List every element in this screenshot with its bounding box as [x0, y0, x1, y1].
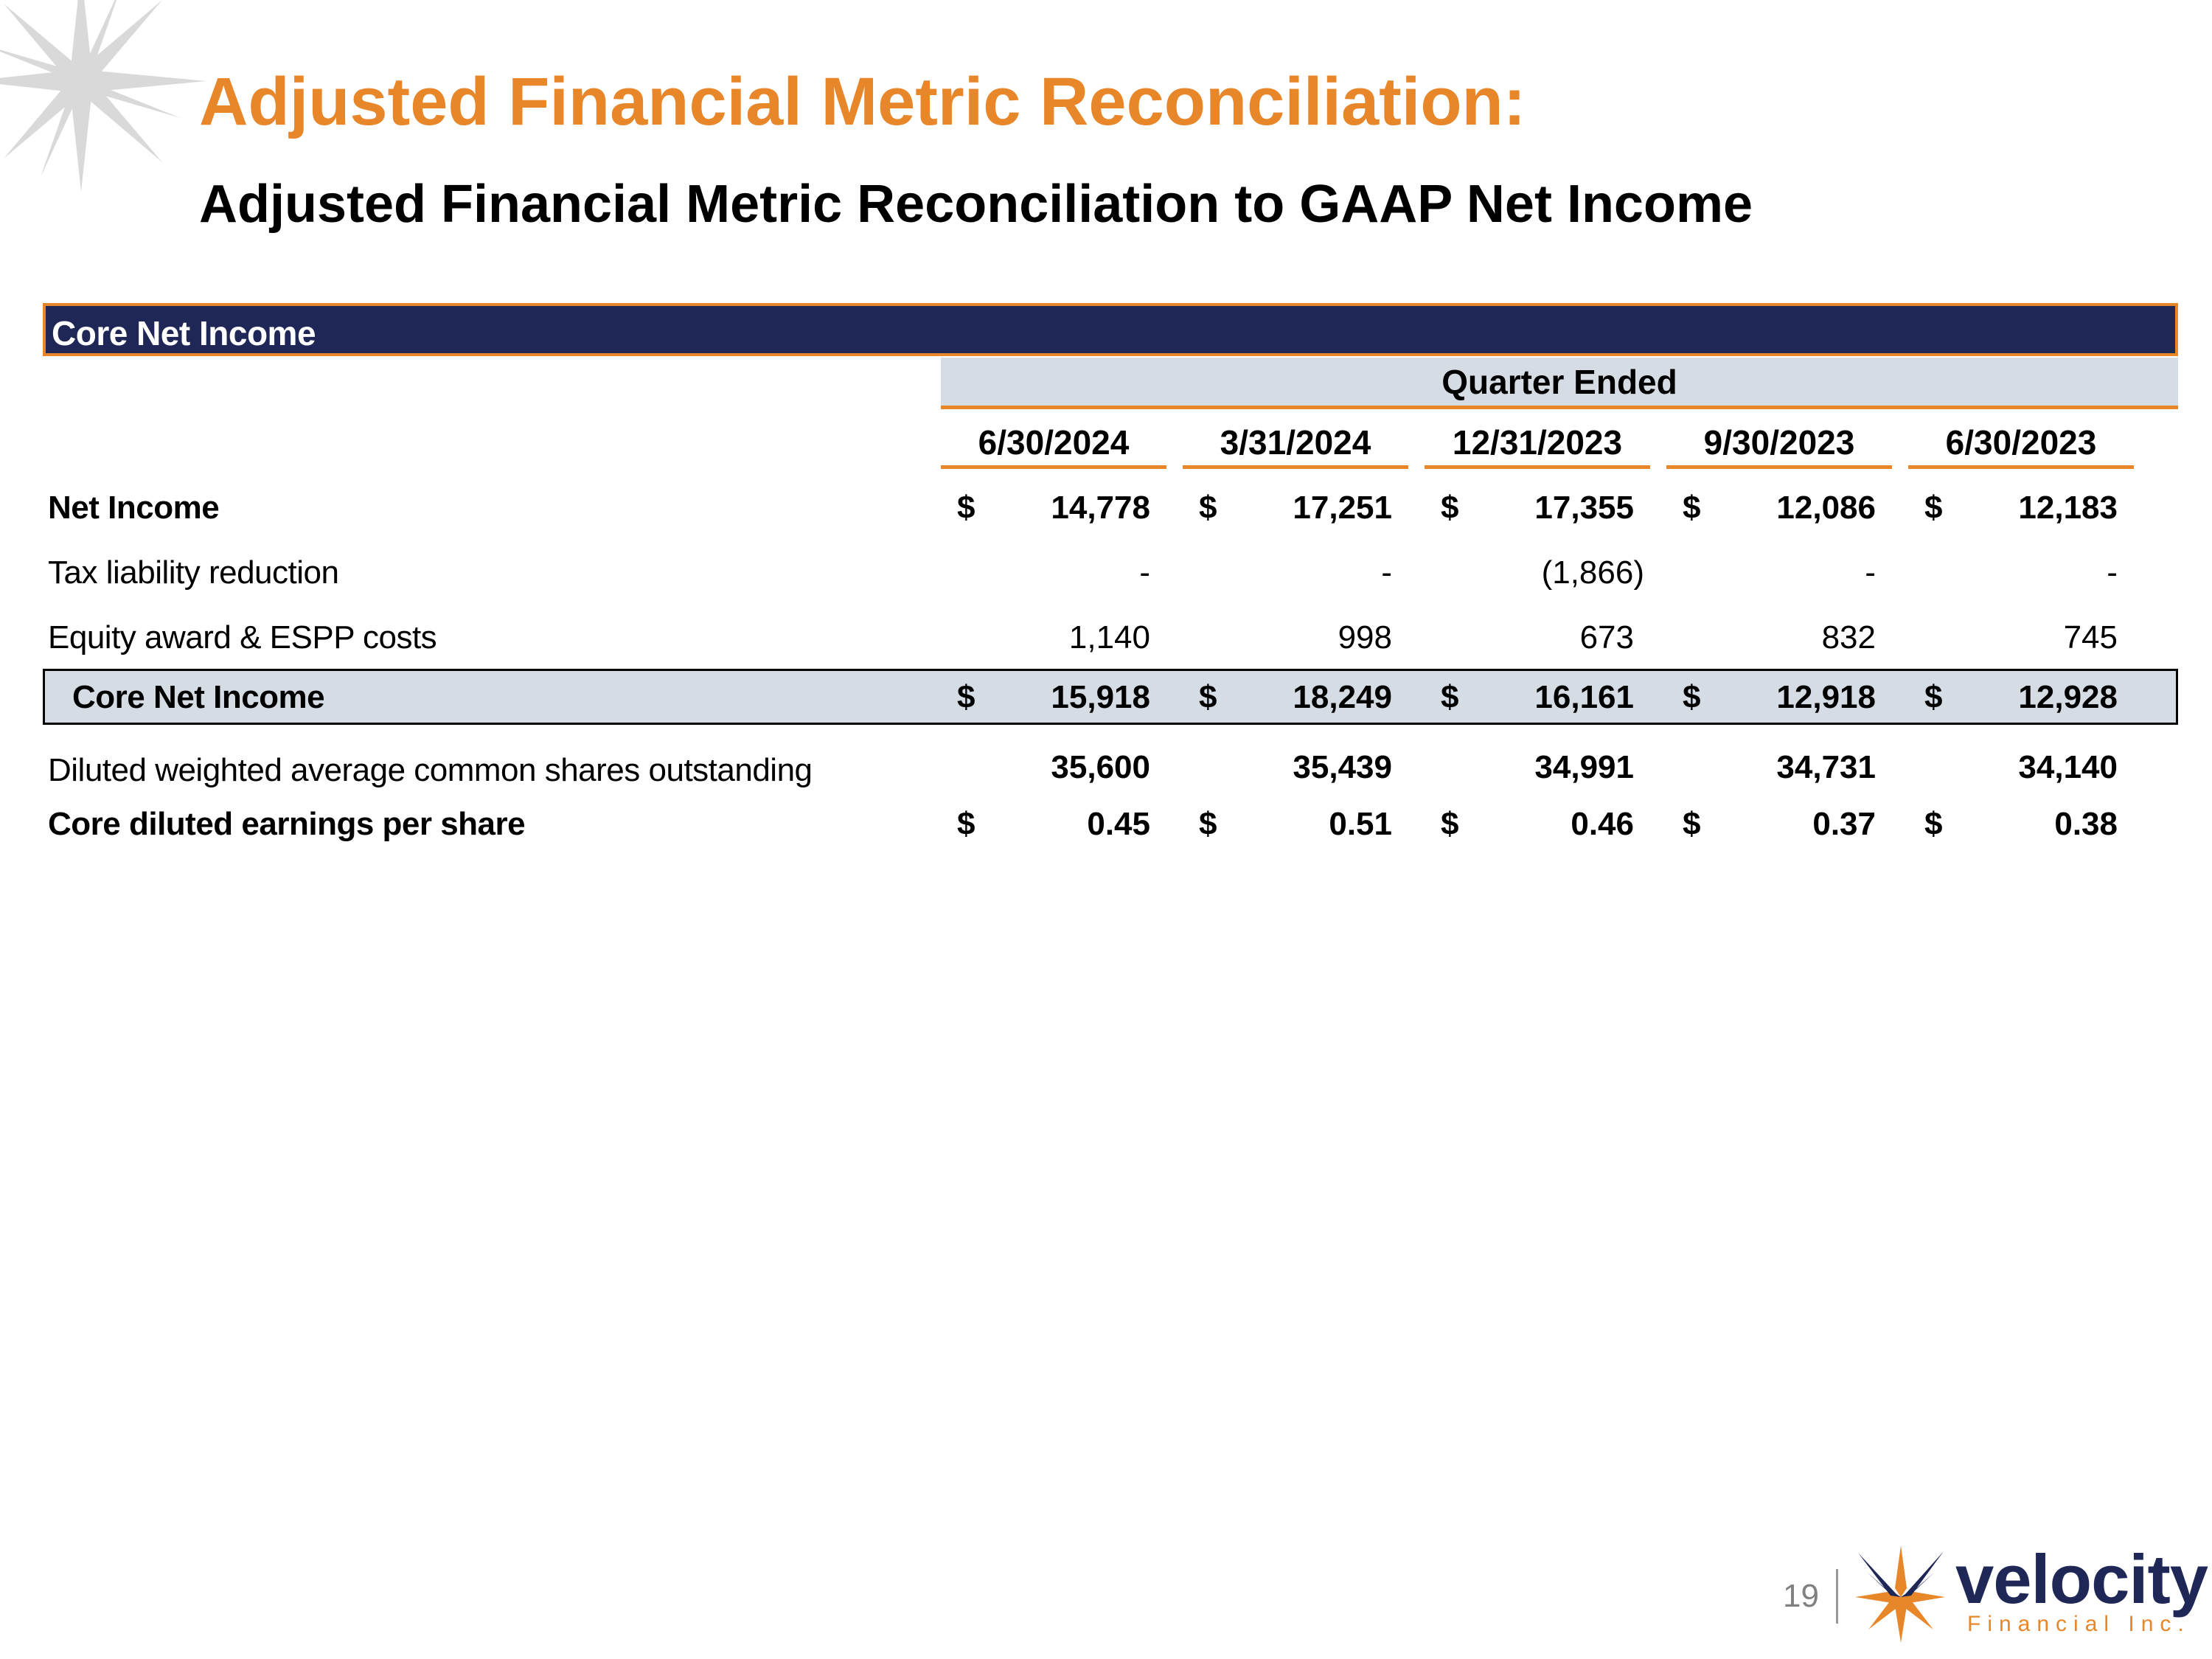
cell-value: 35,439	[1293, 749, 1392, 785]
currency-symbol: $	[1924, 490, 1943, 526]
section-title: Core Net Income	[52, 314, 316, 352]
section-header	[43, 303, 2178, 356]
currency-symbol: $	[1683, 679, 1701, 715]
cell-value: 35,600	[1051, 749, 1150, 785]
cell-value: -	[1381, 554, 1392, 591]
cell-value: 17,355	[1534, 490, 1634, 526]
cell-value: 0.46	[1571, 806, 1634, 842]
cell-value: 998	[1338, 619, 1392, 655]
cell-value: 34,731	[1776, 749, 1876, 785]
footer-divider	[1836, 1569, 1838, 1624]
cell-value: 745	[2063, 619, 2118, 655]
cell-value: 0.37	[1812, 806, 1876, 842]
currency-symbol: $	[1199, 806, 1217, 842]
cell-value: 0.45	[1087, 806, 1150, 842]
currency-symbol: $	[1683, 490, 1701, 526]
cell-value: 17,251	[1293, 490, 1392, 526]
row-label: Equity award & ESPP costs	[48, 619, 437, 655]
currency-symbol: $	[1441, 679, 1459, 715]
page-subtitle: Adjusted Financial Metric Reconciliation to GAAP Net Income	[199, 175, 1753, 234]
cell-value: 0.51	[1329, 806, 1392, 842]
page-number: 19	[1783, 1578, 1819, 1614]
currency-symbol: $	[957, 679, 975, 715]
column-header: 12/31/2023	[1425, 422, 1650, 469]
velocity-logo-icon	[1855, 1544, 1951, 1647]
row-label: Core diluted earnings per share	[48, 806, 526, 842]
cell-value: 12,928	[2018, 679, 2118, 715]
row-label: Core Net Income	[72, 679, 325, 715]
cell-value: 16,161	[1534, 679, 1634, 715]
cell-value: (1,866)	[1541, 554, 1644, 591]
currency-symbol: $	[1441, 806, 1459, 842]
cell-value: 1,140	[1068, 619, 1150, 655]
cell-value: 12,183	[2018, 490, 2118, 526]
cell-value: -	[1139, 554, 1150, 591]
currency-symbol: $	[1924, 679, 1943, 715]
currency-symbol: $	[1199, 490, 1217, 526]
row-label: Net Income	[48, 490, 220, 526]
currency-symbol: $	[957, 806, 975, 842]
currency-symbol: $	[1924, 806, 1943, 842]
cell-value: 34,140	[2018, 749, 2118, 785]
logo-wordmark: velocity	[1955, 1540, 2208, 1618]
cell-value: 14,778	[1051, 490, 1150, 526]
cell-value: 15,918	[1051, 679, 1150, 715]
cell-value: 34,991	[1534, 749, 1634, 785]
star-decoration-icon	[0, 0, 206, 214]
group-header: Quarter Ended	[941, 358, 2178, 409]
column-header: 6/30/2024	[941, 422, 1166, 469]
cell-value: 12,086	[1776, 490, 1876, 526]
cell-value: 832	[1821, 619, 1876, 655]
currency-symbol: $	[1441, 490, 1459, 526]
row-label: Tax liability reduction	[48, 554, 339, 591]
cell-value: 673	[1579, 619, 1634, 655]
column-header: 9/30/2023	[1666, 422, 1892, 469]
row-label: Diluted weighted average common shares outstanding	[48, 752, 813, 788]
cell-value: -	[2107, 554, 2118, 591]
currency-symbol: $	[1199, 679, 1217, 715]
cell-value: 18,249	[1293, 679, 1392, 715]
currency-symbol: $	[1683, 806, 1701, 842]
logo-tagline: Financial Inc.	[1967, 1612, 2191, 1636]
page-title: Adjusted Financial Metric Reconciliation:	[199, 64, 1526, 139]
column-header: 3/31/2024	[1183, 422, 1408, 469]
column-header: 6/30/2023	[1908, 422, 2134, 469]
cell-value: -	[1865, 554, 1876, 591]
cell-value: 12,918	[1776, 679, 1876, 715]
cell-value: 0.38	[2054, 806, 2118, 842]
currency-symbol: $	[957, 490, 975, 526]
